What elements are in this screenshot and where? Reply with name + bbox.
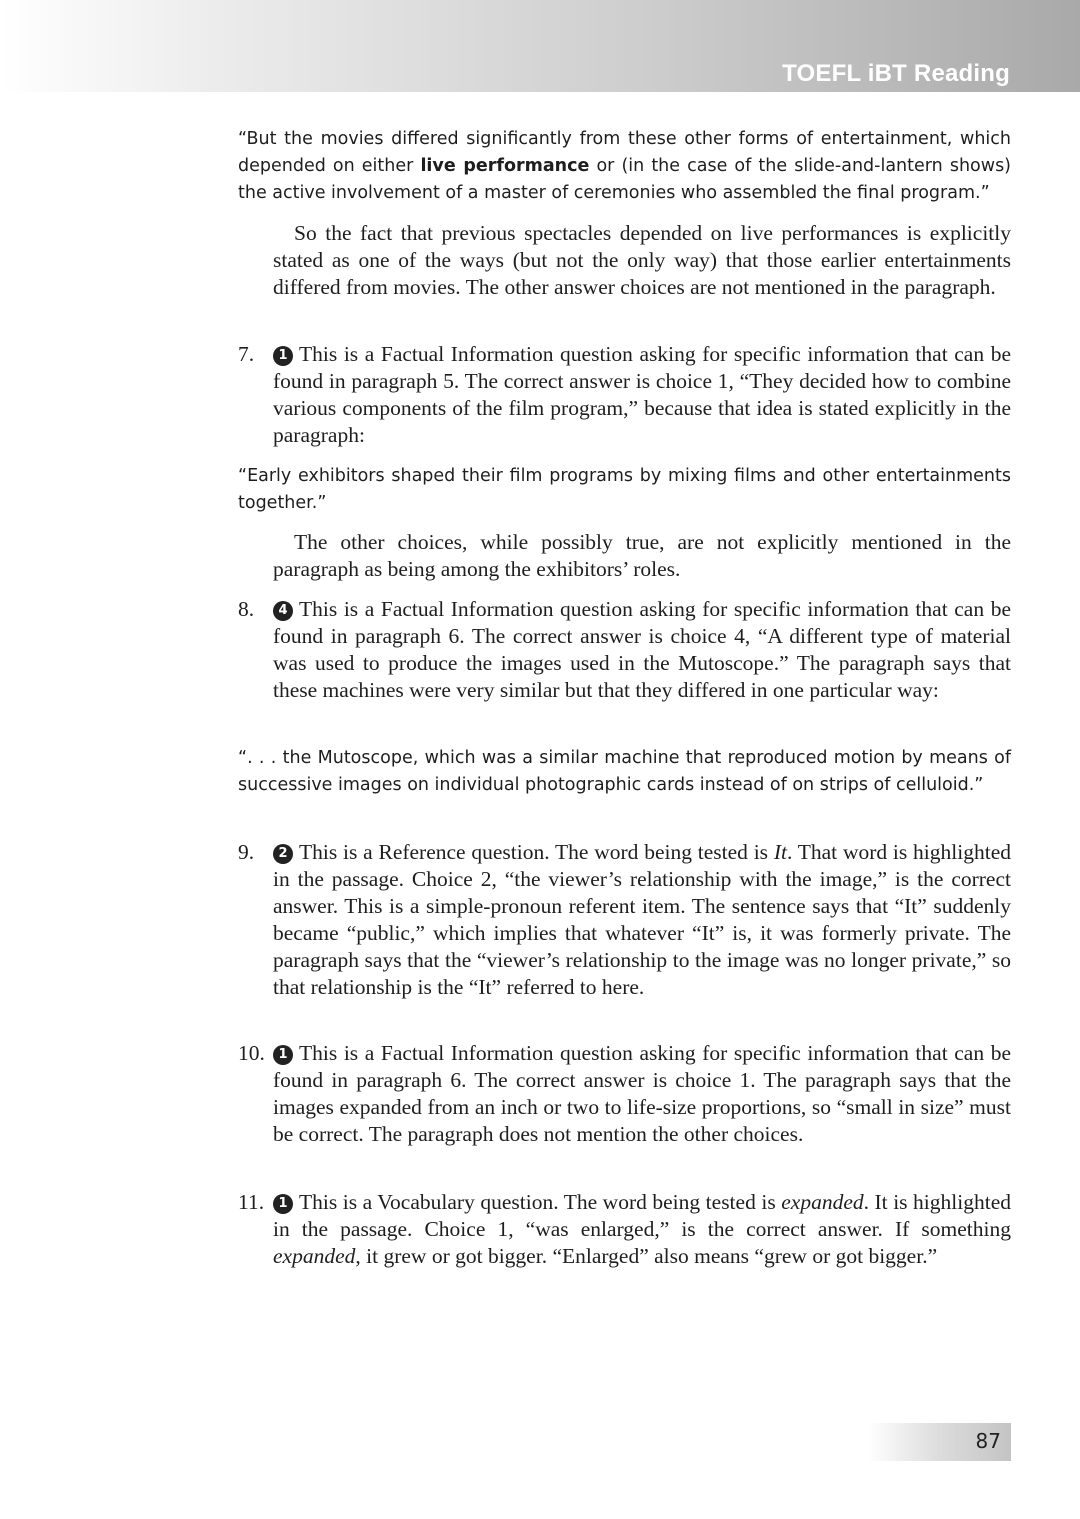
q8-quote: “. . . the Mutoscope, which was a similar machine that reproduced motion by means of successive images on individual photographic cards instead of on strips of celluloid.” <box>238 748 1011 795</box>
q6-quote-bold: live performance <box>420 156 590 176</box>
question-number: 11. <box>238 1190 265 1214</box>
question-text-a: This is a Reference question. The word being tested is <box>299 840 774 864</box>
tested-word-2: expanded <box>273 1244 356 1268</box>
question-text-b: . It is highlighted in the passage. Choice 1, “was enlarged,” is the correct answer. If something <box>273 1190 1011 1241</box>
question-7 <box>238 341 1011 449</box>
question-number: 7. <box>238 342 255 366</box>
question-number: 9. <box>238 840 255 864</box>
question-8 <box>238 596 1011 704</box>
answer-badge: 1 <box>273 346 293 366</box>
answer-badge: 2 <box>273 844 293 864</box>
question-text: This is a Factual Information question asking for specific information that can be found in paragraph 6. The correct answer is choice 4, “A different type of material was used to produce the images used in the Mutoscope.” The paragraph says that these machines were very similar but that they differed in one particular way: <box>273 597 1011 702</box>
answer-badge: 1 <box>273 1045 293 1065</box>
question-number: 8. <box>238 597 255 621</box>
question-text-b: . That word is highlighted in the passage. Choice 2, “the viewer’s relationship with the image,” is the correct answer. This is a simple-pronoun referent item. The sentence says that “It” suddenly became “public,” which implies that whatever “It” is, it was formerly private. The paragraph says that the “viewer’s relationship to the image was no longer private,” so that relationship is the “It” referred to here. <box>273 840 1011 999</box>
q7-follow: The other choices, while possibly true, are not explicitly mentioned in the paragraph as being among the exhibitors’ roles. <box>273 530 1011 581</box>
q6-quote-after: or (in the case of the slide-and-lantern shows) the active involvement of a master of ceremonies who assembled the final program.” <box>238 156 1012 203</box>
question-text-a: This is a Vocabulary question. The word being tested is <box>299 1190 782 1214</box>
tested-word: It <box>773 840 787 864</box>
question-9 <box>238 839 1011 1001</box>
page-number: 87 <box>975 1429 1001 1453</box>
answer-badge: 1 <box>273 1194 293 1214</box>
question-number: 10. <box>238 1041 265 1065</box>
question-text: This is a Factual Information question asking for specific information that can be found in paragraph 5. The correct answer is choice 1, “They decided how to combine various components of the film program,” because that idea is stated explicitly in the paragraph: <box>273 342 1011 447</box>
q7-quote: “Early exhibitors shaped their film programs by mixing films and other entertainments together.” <box>238 466 1011 513</box>
question-text: This is a Factual Information question asking for specific information that can be found in paragraph 6. The correct answer is choice 1. The paragraph says that the images expanded from an inch or two to life-size proportions, so “small in size” must be correct. The paragraph does not mention the other choices. <box>273 1041 1011 1146</box>
question-11 <box>238 1189 1011 1270</box>
running-head: TOEFL iBT Reading <box>782 60 1010 87</box>
header-band <box>0 0 1080 92</box>
q6-quote-before: “But the movies differed significantly from these other forms of entertainment, which depended on either <box>238 129 1011 176</box>
answer-badge: 4 <box>273 601 293 621</box>
q6-quote <box>238 126 1011 207</box>
q6-explanation: So the fact that previous spectacles depended on live performances is explicitly stated as one of the ways (but not the only way) that those earlier entertainments differed from movies. The other answer choices are not mentioned in the paragraph. <box>273 221 1011 299</box>
question-text-c: , it grew or got bigger. “Enlarged” also means “grew or got bigger.” <box>355 1244 938 1268</box>
tested-word: expanded <box>781 1190 864 1214</box>
page-number-band <box>868 1423 1011 1461</box>
question-10 <box>238 1040 1011 1148</box>
